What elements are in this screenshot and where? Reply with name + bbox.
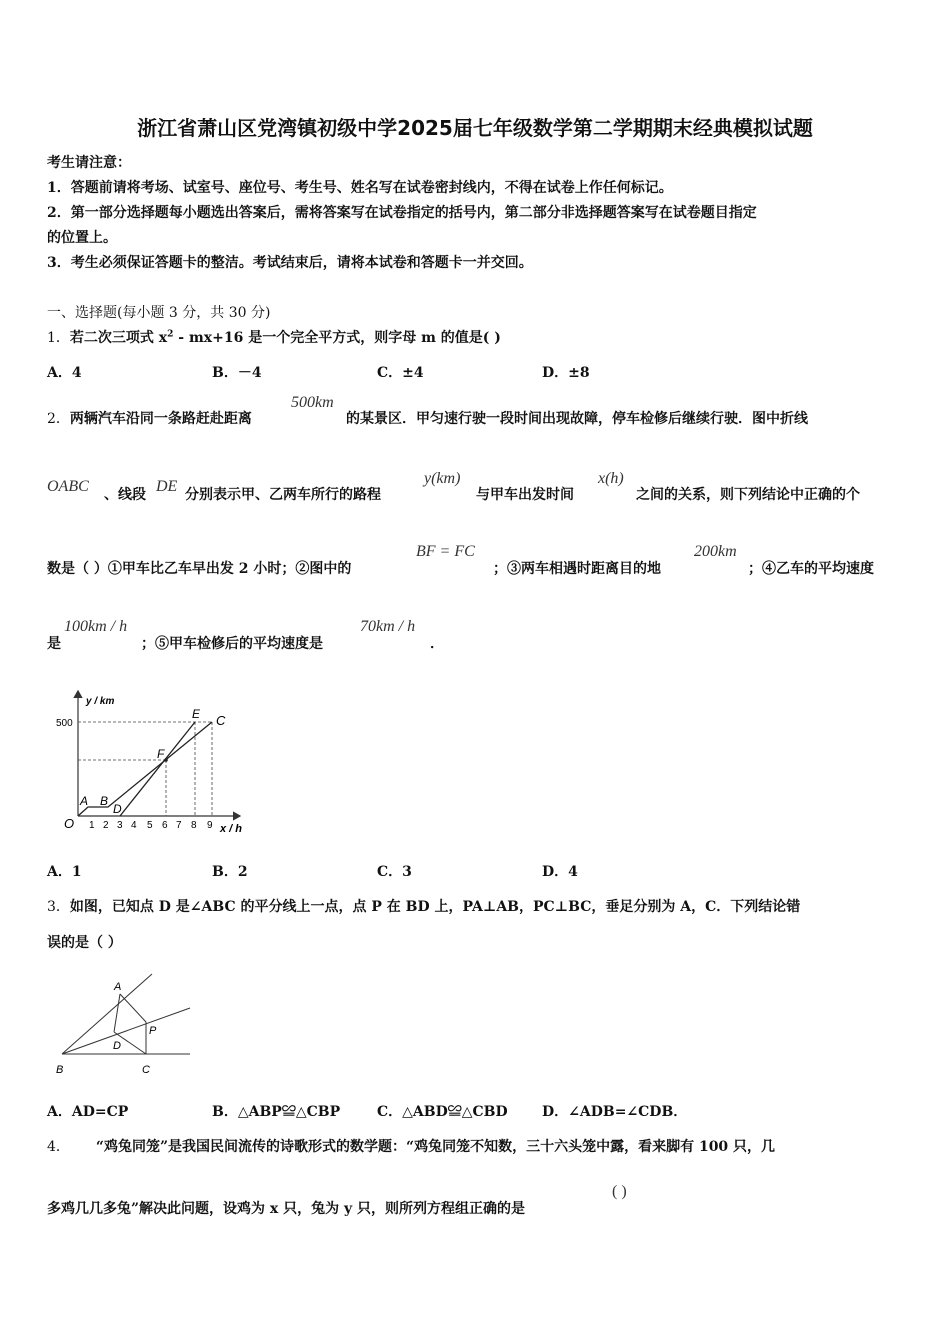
point-label-b: B — [100, 794, 109, 808]
math-de: DE — [156, 478, 178, 495]
point-label-e: E — [192, 707, 201, 721]
q3-option-d: D．∠ADB=∠CDB． — [542, 1104, 688, 1120]
math-xh: x(h) — [598, 470, 624, 487]
x-axis-label: x / h — [220, 823, 243, 835]
notice-item-3: 3．考生必须保证答题卡的整洁。考试结束后，请将本试卷和答题卡一并交回。 — [47, 255, 533, 271]
x-tick: 9 — [207, 820, 213, 831]
q2-option-c: C．3 — [377, 864, 412, 880]
q2-line-1-cont: 的某景区．甲匀速行驶一段时间出现故障，停车检修后继续行驶．图中折线 — [346, 411, 808, 427]
origin-label: O — [64, 816, 75, 831]
point-label-d: D — [113, 802, 122, 816]
math-ykm: y(km) — [424, 470, 461, 487]
q1-option-a: A．4 — [47, 365, 82, 381]
y-axis-label: y / km — [86, 696, 115, 707]
q2-line-2c: 与甲车出发时间 — [476, 487, 574, 503]
point-label-c: C — [216, 713, 226, 728]
y-tick-500: 500 — [56, 718, 73, 729]
x-tick: 8 — [191, 820, 197, 831]
line-oabc — [78, 722, 212, 816]
question-text: 两辆汽车沿同一条路赶赴距离 — [69, 411, 252, 427]
point-label-f: F — [157, 747, 165, 761]
math-70kmh: 70km / h — [360, 618, 416, 635]
bisector-bd — [62, 1008, 190, 1054]
question-1 — [47, 327, 501, 347]
segment-ad — [114, 994, 120, 1032]
angle-bisector-figure — [52, 970, 197, 1080]
q2-line-4a: 是 — [47, 636, 61, 652]
question-number: 4． — [47, 1139, 70, 1155]
math-bf-fc: BF = FC — [416, 543, 475, 560]
superscript: 2 — [167, 329, 174, 340]
x-tick: 2 — [103, 820, 109, 831]
q1-option-d: D．±8 — [542, 365, 590, 381]
answer-paren: ( ) — [612, 1183, 627, 1200]
question-text: 若二次三项式 x — [69, 330, 168, 346]
notice-item-2: 2．第一部分选择题每小题选出答案后，需将答案写在试卷指定的括号内，第二部分非选择题答案写在试卷题目指定 — [47, 205, 757, 221]
q4-line-2: 多鸡几几多兔”解决此问题，设鸡为 x 只，兔为 y 只，则所列方程组正确的是 — [47, 1201, 526, 1217]
notice-item-1: 1．答题前请将考场、试室号、座位号、考生号、姓名写在试卷密封线内，不得在试卷上作任何标记。 — [47, 180, 673, 196]
q2-option-d: D．4 — [542, 864, 578, 880]
question-text: 如图，已知点 D 是∠ABC 的平分线上一点，点 P 在 BD 上，PA⊥AB，PC⊥BC，垂足分别为 A，C．下列结论错 — [69, 899, 801, 915]
q2-line-4c: ． — [430, 636, 444, 652]
q3-option-c: C．△ABD≌△CBD — [377, 1104, 508, 1120]
q3-option-a: A．AD=CP — [47, 1104, 129, 1120]
q2-option-a: A．1 — [47, 864, 82, 880]
q4-line-1 — [47, 1136, 775, 1156]
q2-line-4b: ；⑤甲车检修后的平均速度是 — [141, 636, 323, 652]
x-tick: 7 — [176, 820, 182, 831]
label-b: B — [56, 1064, 64, 1076]
math-oabc: OABC — [47, 478, 89, 495]
question-number: 1． — [47, 330, 70, 346]
question-number: 3． — [47, 899, 70, 915]
q2-line-1 — [47, 408, 252, 428]
math-100kmh: 100km / h — [64, 618, 128, 635]
q2-line-2b: 分别表示甲、乙两车所行的路程 — [185, 487, 381, 503]
x-tick: 5 — [147, 820, 153, 831]
x-tick: 6 — [162, 820, 168, 831]
point-label-a: A — [80, 794, 89, 808]
label-d: D — [113, 1040, 121, 1052]
point-f — [164, 758, 168, 762]
x-tick: 4 — [131, 820, 137, 831]
label-a: A — [114, 981, 122, 993]
label-p: P — [149, 1025, 157, 1037]
q2-line-3b: ；③两车相遇时距离目的地 — [493, 561, 661, 577]
question-text-cont: - mx+16 是一个完全平方式，则字母 m 的值是( ) — [173, 330, 501, 346]
section-heading: 一、选择题(每小题 3 分，共 30 分) — [47, 305, 271, 321]
math-200km: 200km — [694, 543, 737, 560]
x-tick: 1 — [89, 820, 95, 831]
notice-item-2-cont: 的位置上。 — [47, 230, 117, 246]
question-text: “鸡兔同笼”是我国民间流传的诗歌形式的数学题：“鸡兔同笼不知数，三十六头笼中露，看来脚有 100 只，几 — [95, 1139, 776, 1155]
distance-time-graph — [52, 685, 252, 835]
q2-line-2a: 、线段 — [104, 487, 146, 503]
notice-heading: 考生请注意： — [47, 155, 131, 171]
math-500km: 500km — [291, 394, 334, 411]
segment-pa — [120, 994, 146, 1022]
question-number: 2． — [47, 411, 70, 427]
q2-line-3a: 数是（ ）①甲车比乙车早出发 2 小时；②图中的 — [47, 561, 352, 577]
page-title: 浙江省萧山区党湾镇初级中学2025届七年级数学第二学期期末经典模拟试题 — [137, 116, 813, 140]
x-tick: 3 — [117, 820, 123, 831]
q2-line-3c: ；④乙车的平均速度 — [748, 561, 874, 577]
q3-line-2: 误的是（ ） — [47, 935, 122, 951]
q2-line-2d: 之间的关系，则下列结论中正确的个 — [636, 487, 860, 503]
q1-option-b: B．－4 — [212, 365, 262, 381]
q1-option-c: C．±4 — [377, 365, 424, 381]
line-de — [120, 722, 195, 816]
q3-line-1 — [47, 896, 800, 916]
label-c: C — [142, 1064, 150, 1076]
q2-option-b: B．2 — [212, 864, 248, 880]
q3-option-b: B．△ABP≌△CBP — [212, 1104, 341, 1120]
